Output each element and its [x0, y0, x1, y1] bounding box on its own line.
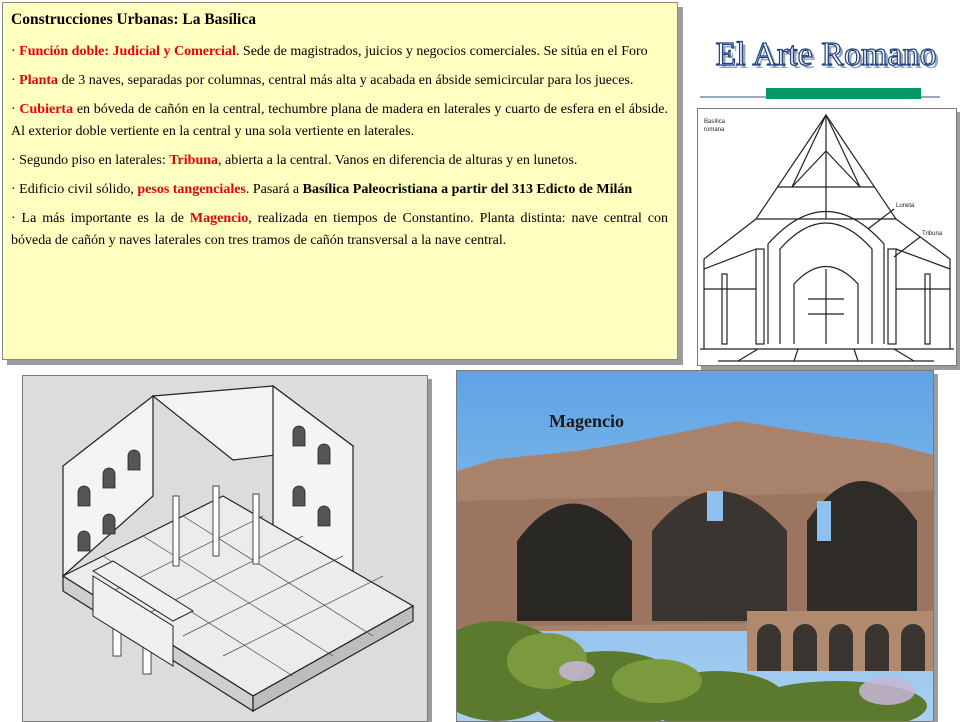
paragraph-text: · Segundo piso en laterales:	[11, 153, 170, 168]
paragraph-text: , realizada en tiempos de Constantino. Planta distinta: nave central con bóveda de cañón y naves laterales con tres tramos de cañón transversal a la nave central.	[11, 211, 668, 248]
diagram-label-tribuna: Tribuna	[922, 231, 943, 237]
basilica-axonometric-drawing	[22, 375, 428, 722]
diagram-label-basilica-1: Basílica	[704, 119, 726, 125]
basilica-section-diagram	[697, 108, 957, 366]
axonometric-drawing	[23, 376, 427, 721]
diagram-label-luneta: Luneta	[896, 203, 915, 209]
magencio-photo	[456, 370, 934, 722]
text-box-title: Construcciones Urbanas: La Basílica	[11, 11, 256, 28]
highlight-function: Función doble: Judicial y Comercial	[19, 44, 236, 59]
section-drawing	[698, 109, 956, 365]
paragraph-text: en bóveda de cañón en la central, techumbre plana de madera en laterales y cuarto de esfera en el ábside. Al exterior doble vertiente en la central y una sola vertiente en laterales.	[11, 102, 668, 139]
paragraph-text: de 3 naves, separadas por columnas, central más alta y acabada en ábside semicircular para los jueces.	[58, 73, 634, 88]
basilica-text-box	[2, 2, 678, 360]
slide-title: El Arte Romano	[715, 36, 937, 73]
paragraph-text: , abierta a la central. Vanos en diferencia de alturas y en lunetos.	[218, 153, 578, 168]
magencio-label: Magencio	[549, 411, 624, 431]
paragraph-roof	[11, 99, 668, 143]
paragraph-text: · La más importante es la de	[11, 211, 190, 226]
highlight-weights: pesos tangenciales	[137, 182, 246, 197]
highlight-magencio: Magencio	[189, 211, 249, 226]
paragraph-civil-building	[11, 179, 668, 201]
paragraph-function	[11, 41, 668, 63]
paragraph-magencio	[11, 208, 668, 252]
highlight-plan: Planta	[19, 73, 59, 88]
paragraph-text: . Sede de magistrados, juicios y negocios comerciales. Se sitúa en el Foro	[235, 44, 648, 59]
magencio-ruins-illustration	[457, 371, 933, 721]
highlight-roof: Cubierta	[19, 102, 74, 117]
paragraph-second-floor	[11, 150, 668, 172]
diagram-label-basilica-2: romana	[704, 127, 725, 133]
bold-paleochristian: Basílica Paleocristiana a partir del 313 Edicto de Milán	[302, 182, 633, 197]
paragraph-plan	[11, 70, 668, 92]
bullet: ·	[11, 73, 20, 88]
bullet: ·	[11, 44, 20, 59]
title-green-bar	[766, 88, 921, 99]
highlight-tribuna: Tribuna	[169, 153, 219, 168]
paragraph-text: . Pasará a	[245, 182, 303, 197]
bullet: ·	[11, 102, 20, 117]
paragraph-text: · Edificio civil sólido,	[11, 182, 138, 197]
